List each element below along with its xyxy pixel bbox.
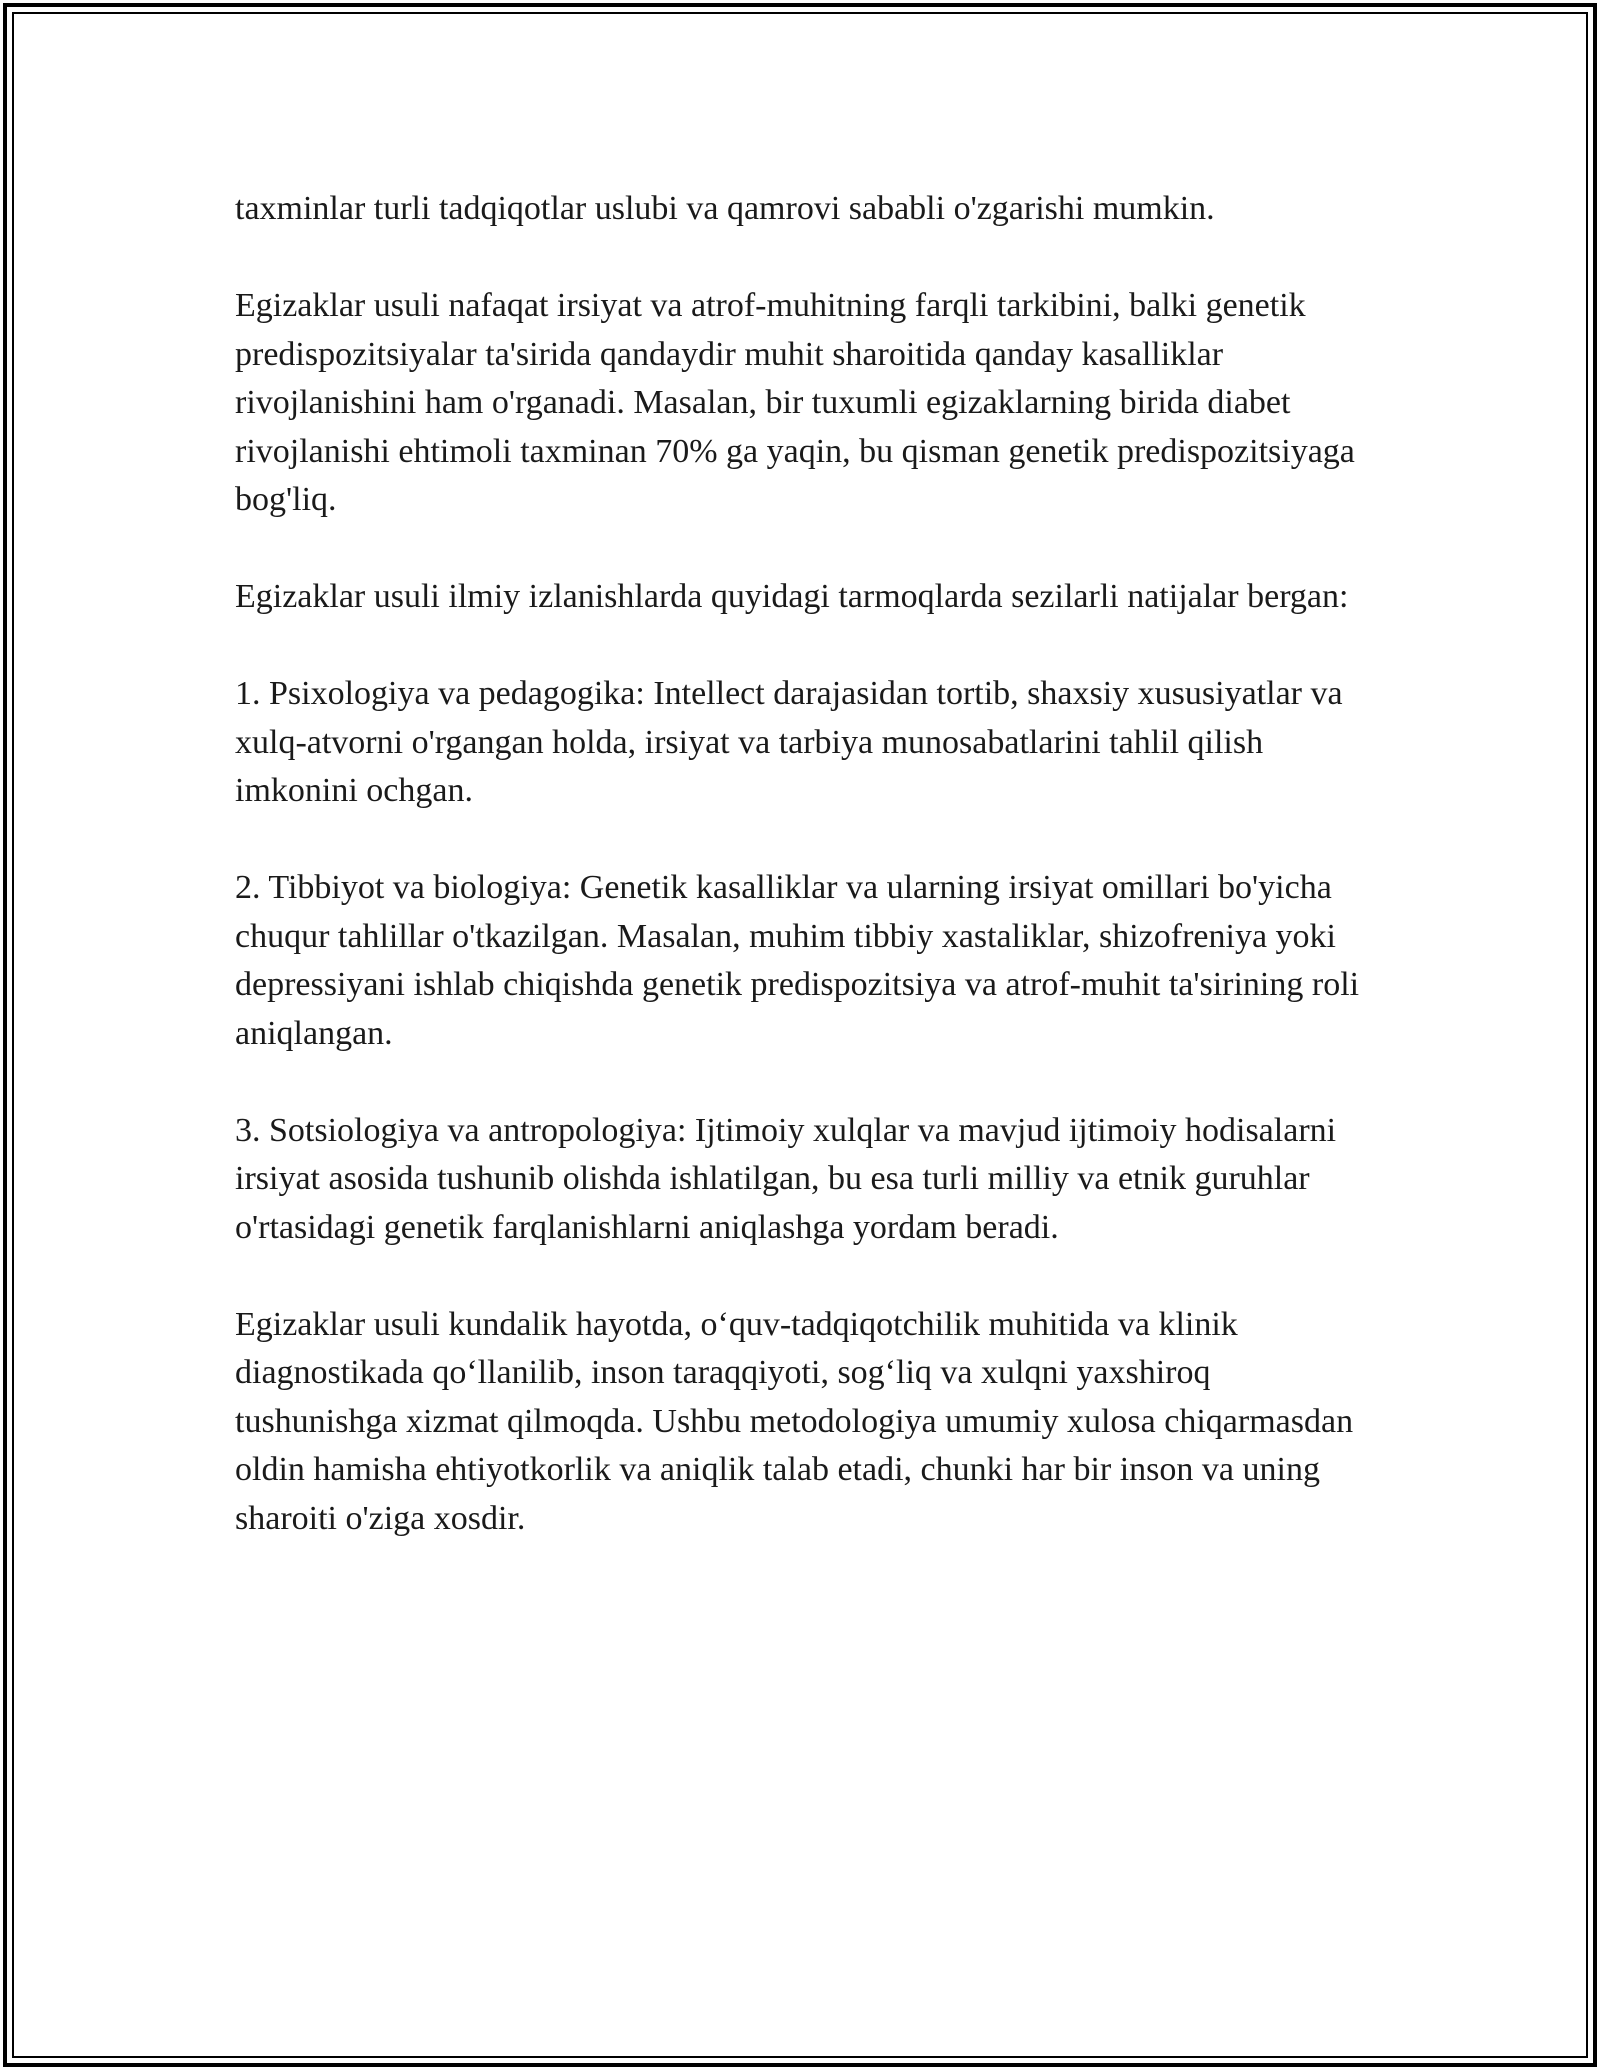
list-item-sociology: 3. Sotsiologiya va antropologiya: Ijtimoiy xulqlar va mavjud ijtimoiy hodisalarni irsiyat asosida tushunib olishda ishlatilgan, bu esa turli milliy va etnik guruhlar o'rtasidagi genetik farqlanishlarni aniqlashga yordam beradi.: [235, 1111, 1337, 1246]
paragraph-twin-method-diseases: Egizaklar usuli nafaqat irsiyat va atrof-muhitning farqli tarkibini, balki genetik predispozitsiyalar ta'sirida qandaydir muhit sharoitida qanday kasalliklar rivojlanishini ham o'rganadi. Masalan, bir tuxumli egizaklarning birida diabet rivojlanishi ehtimoli taxminan 70% ga yaqin, bu qisman genetik predispozitsiyaga bog'liq.: [235, 287, 1355, 518]
paragraph-conclusion: Egizaklar usuli kundalik hayotda, oʻquv-tadqiqotchilik muhitida va klinik diagnostikada qoʻllanilib, inson taraqqiyoti, sogʻliq va xulqni yaxshiroq tushunishga xizmat qilmoqda. Ushbu metodologiya umumiy xulosa chiqarmasdan oldin hamisha ehtiyotkorlik va aniqlik talab etadi, chunki har bir inson va uning sharoiti o'ziga xosdir.: [235, 1305, 1354, 1537]
paragraph-results-intro: Egizaklar usuli ilmiy izlanishlarda quyidagi tarmoqlarda sezilarli natijalar bergan:: [235, 578, 1349, 615]
paragraph-continuation: taxminlar turli tadqiqotlar uslubi va qamrovi sababli o'zgarishi mumkin.: [235, 190, 1215, 227]
list-item-medicine: 2. Tibbiyot va biologiya: Genetik kasalliklar va ularning irsiyat omillari bo'yicha chuqur tahlillar o'tkazilgan. Masalan, muhim tibbiy xastaliklar, shizofreniya yoki depressiyani ishlab chiqishda genetik predispozitsiya va atrof-muhit ta'sirining roli aniqlangan.: [235, 869, 1360, 1052]
document-body: [235, 185, 1365, 1592]
list-item-psychology: 1. Psixologiya va pedagogika: Intellect darajasidan tortib, shaxsiy xususiyatlar va xulq-atvorni o'rgangan holda, irsiyat va tarbiya munosabatlarini tahlil qilish imkonini ochgan.: [235, 675, 1343, 809]
